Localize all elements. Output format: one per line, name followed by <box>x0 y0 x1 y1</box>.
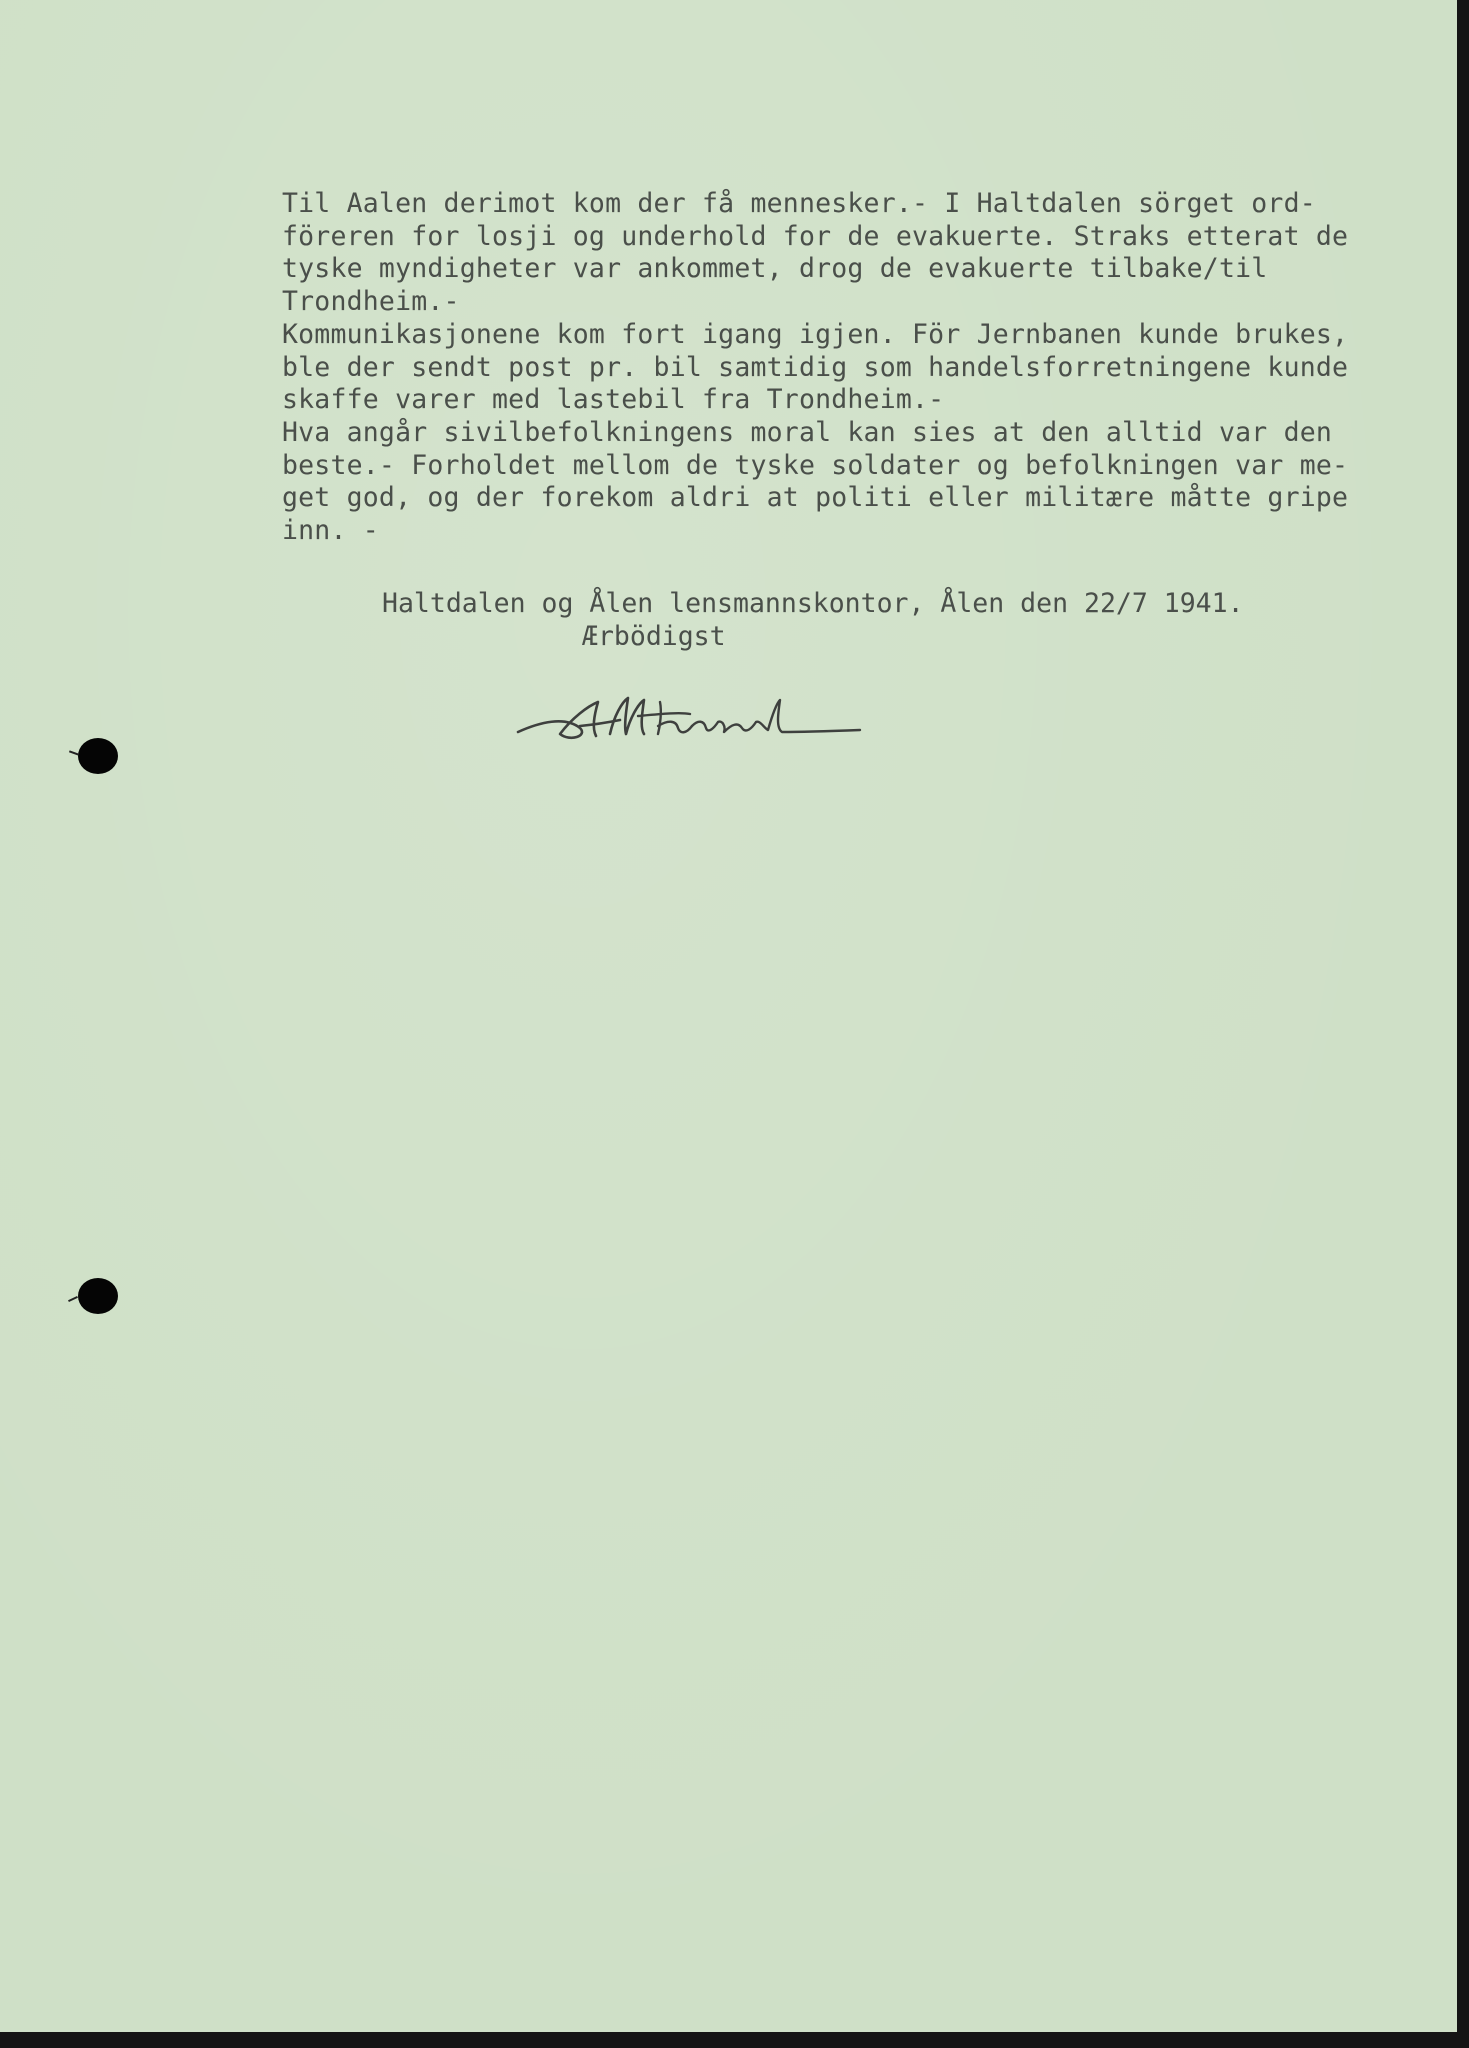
place-date-line: Haltdalen og Ålen lensmannskontor, Ålen den 22/7 1941. <box>382 588 1244 619</box>
punch-hole <box>78 1278 118 1314</box>
pencil-mark <box>68 1296 78 1302</box>
body-line: Hva angår sivilbefolkningens moral kan sies at den alltid var den <box>282 416 1333 448</box>
letter-body <box>282 188 1422 548</box>
handwritten-signature <box>510 676 870 756</box>
greeting: Ærbödigst <box>582 621 726 652</box>
body-line: inn. - <box>282 515 379 547</box>
scan-edge-bottom <box>0 2032 1469 2048</box>
body-line: Til Aalen derimot kom der få mennesker.- I Haltdalen sörget ord- <box>282 188 1316 219</box>
body-line: Kommunikasjonene kom fort igang igjen. För Jernbanen kunde brukes, <box>282 318 1349 350</box>
punch-hole <box>78 738 118 774</box>
body-line: föreren for losji og underhold for de evakuerte. Straks etterat de <box>282 220 1349 252</box>
body-line: beste.- Forholdet mellom de tyske soldater og befolkningen var me- <box>282 449 1349 481</box>
body-line: get god, og der forekom aldri at politi eller militære måtte gripe <box>282 482 1349 514</box>
body-line: tyske myndigheter var ankommet, drog de evakuerte tilbake/til <box>282 253 1268 285</box>
body-line: ble der sendt post pr. bil samtidig som handelsforretningene kunde <box>282 351 1349 383</box>
body-line: skaffe varer med lastebil fra Trondheim.- <box>282 384 945 416</box>
body-line: Trondheim.- <box>282 286 460 318</box>
scan-edge-right <box>1457 0 1469 2048</box>
